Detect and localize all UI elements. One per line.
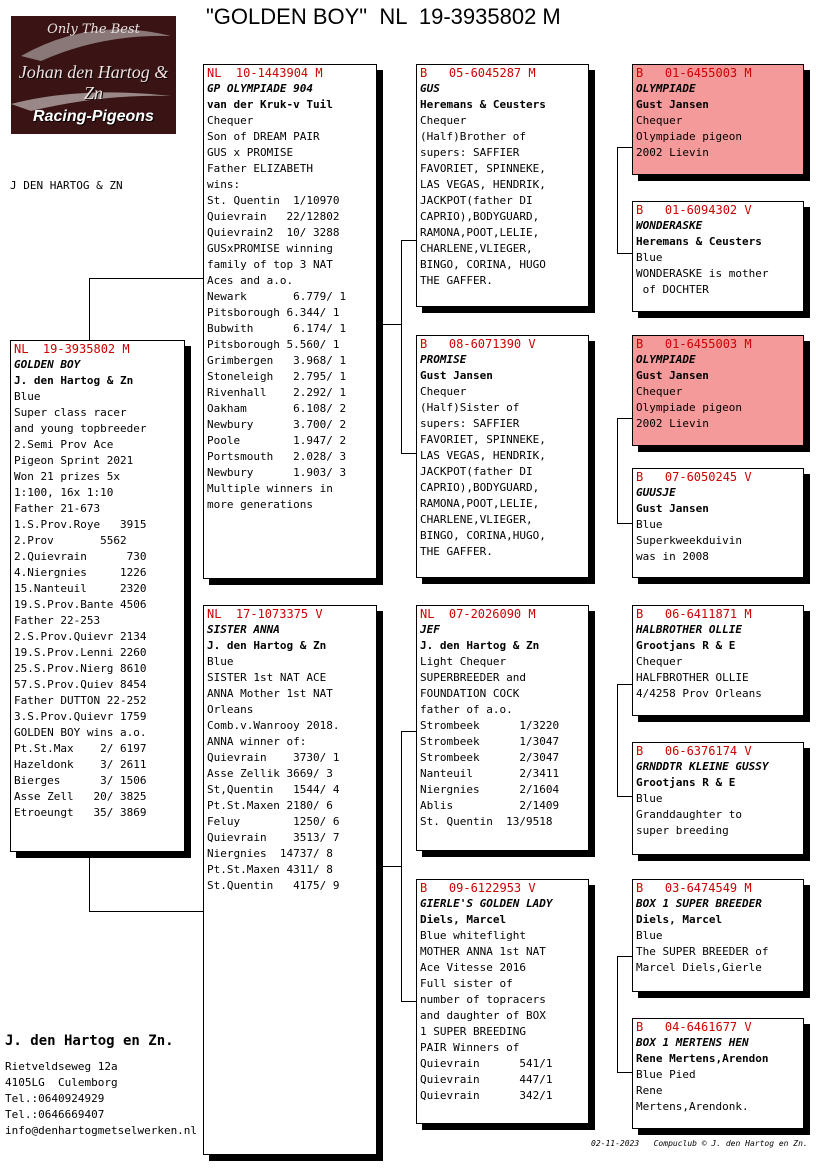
info-line: Chequer (636, 655, 683, 668)
connector-line (401, 453, 416, 454)
ring-number: B 08-6071390 V (420, 337, 536, 351)
pigeon-card-great-grandparent-7[interactable] (632, 879, 804, 992)
connector-line (617, 253, 632, 254)
pigeon-name: OLYMPIADE (636, 353, 696, 366)
ring-number: NL 07-2026090 M (420, 607, 536, 621)
info-line: (Half)Sister of (420, 401, 520, 414)
info-line: MOTHER ANNA 1st NAT (420, 945, 546, 958)
info-line: Blue (636, 929, 663, 942)
info-line: Bubwith 6.174/ 1 (207, 322, 347, 335)
info-line: Blue (207, 655, 234, 668)
connector-line (617, 418, 632, 419)
info-line: CAPRIO),BODYGUARD, (420, 210, 540, 223)
owner-name: Heremans & Ceusters (636, 235, 762, 248)
info-line: Blue Pied (636, 1068, 696, 1081)
pigeon-name: GRNDDTR KLEINE GUSSY (636, 760, 769, 773)
info-line: family of top 3 NAT (207, 258, 333, 271)
info-line: BINGO, CORINA, HUGO (420, 258, 546, 271)
pigeon-card-great-grandparent-8[interactable] (632, 1018, 804, 1129)
pigeon-name: BOX 1 MERTENS HEN (636, 1036, 749, 1049)
info-line: RAMONA,POOT,LELIE, (420, 226, 540, 239)
ring-number: NL 19-3935802 M (14, 342, 130, 356)
footer-address: Rietveldseweg 12a (5, 1060, 118, 1073)
info-line: Father DUTTON 22-252 (14, 694, 147, 707)
pigeon-name: GP OLYMPIADE 904 (207, 82, 313, 95)
info-line: Asse Zellik 3669/ 3 (207, 767, 333, 780)
ring-number: B 09-6122953 V (420, 881, 536, 895)
pigeon-card-dam[interactable] (203, 605, 377, 1155)
info-line: 4/4258 Prov Orleans (636, 687, 762, 700)
info-line: 15.Nanteuil 2320 (14, 582, 147, 595)
info-line: RAMONA,POOT,LELIE, (420, 497, 540, 510)
info-line: CHARLENE,VLIEGER, (420, 242, 533, 255)
info-line: 1:100, 16x 1:10 (14, 486, 114, 499)
ring-number: B 03-6474549 M (636, 881, 752, 895)
connector-line (617, 796, 632, 797)
info-line: SUPERBREEDER and (420, 671, 526, 684)
info-line: Ace Vitesse 2016 (420, 961, 526, 974)
connector-line (378, 866, 402, 867)
owner-name: J. den Hartog & Zn (207, 639, 327, 652)
connector-line (617, 418, 618, 524)
info-line: LAS VEGAS, HENDRIK, (420, 449, 546, 462)
info-line: number of topracers (420, 993, 546, 1006)
info-line: Newbury 1.903/ 3 (207, 466, 347, 479)
info-line: SISTER 1st NAT ACE (207, 671, 327, 684)
info-line: Blue (636, 792, 663, 805)
info-line: Niergnies 14737/ 8 (207, 847, 333, 860)
info-line: Newbury 3.700/ 2 (207, 418, 347, 431)
info-line: Grimbergen 3.968/ 1 (207, 354, 347, 367)
footer-phone-2: Tel.:0646669407 (5, 1108, 105, 1121)
pigeon-card-great-grandparent-2[interactable] (632, 201, 804, 312)
info-line: Granddaughter to (636, 808, 742, 821)
info-line: Rivenhall 2.292/ 1 (207, 386, 347, 399)
connector-line (89, 278, 205, 279)
pigeon-name: OLYMPIADE (636, 82, 696, 95)
info-line: GUSxPROMISE winning (207, 242, 333, 255)
info-line: FOUNDATION COCK (420, 687, 520, 700)
info-line: JACKPOT(father DI (420, 465, 533, 478)
info-line: 25.S.Prov.Nierg 8610 (14, 662, 147, 675)
info-line: Strombeek 2/3047 (420, 751, 560, 764)
owner-name: Diels, Marcel (636, 913, 723, 926)
info-line: 1.S.Prov.Roye 3915 (14, 518, 147, 531)
info-line: Father 21-673 (14, 502, 101, 515)
info-line: Superkweekduivin (636, 534, 742, 547)
info-line: Full sister of (420, 977, 513, 990)
ring-number: B 01-6455003 M (636, 66, 752, 80)
pigeon-card-sire[interactable] (203, 64, 377, 579)
info-line: Quievrain2 10/ 3288 (207, 226, 340, 239)
info-line: Pitsborough 5.560/ 1 (207, 338, 340, 351)
pigeon-name: GUUSJE (636, 486, 676, 499)
connector-line (617, 523, 632, 524)
ring-number: B 06-6376174 V (636, 744, 752, 758)
info-line: St. Quentin 1/10970 (207, 194, 340, 207)
logo-name: Johan den Hartog & Zn (18, 62, 169, 103)
connector-line (617, 956, 618, 1073)
info-line: was in 2008 (636, 550, 709, 563)
info-line: ANNA Mother 1st NAT (207, 687, 333, 700)
info-line: ANNA winner of: (207, 735, 307, 748)
pigeon-card-great-grandparent-6[interactable] (632, 742, 804, 855)
connector-line (89, 911, 205, 912)
info-line: 2002 Lievin (636, 417, 709, 430)
owner-name: Gust Jansen (636, 502, 709, 515)
info-line: supers: SAFFIER (420, 146, 520, 159)
info-line: Bierges 3/ 1506 (14, 774, 147, 787)
connector-line (617, 684, 632, 685)
info-line: 2.Quievrain 730 (14, 550, 147, 563)
info-line: PAIR Winners of (420, 1041, 520, 1054)
ring-number: NL 17-1073375 V (207, 607, 323, 621)
info-line: FAVORIET, SPINNEKE, (420, 162, 546, 175)
footer-city: 4105LG Culemborg (5, 1076, 118, 1089)
info-line: St,Quentin 1544/ 4 (207, 783, 340, 796)
info-line: 2.Semi Prov Ace (14, 438, 114, 451)
connector-line (401, 731, 402, 1002)
info-line: super breeding (636, 824, 729, 837)
pigeon-name: WONDERASKE (636, 219, 703, 232)
info-line: Olympiade pigeon (636, 130, 742, 143)
info-line: 3.S.Prov.Quievr 1759 (14, 710, 147, 723)
info-line: JACKPOT(father DI (420, 194, 533, 207)
info-line: GUS x PROMISE (207, 146, 294, 159)
pigeon-name: JEF (420, 623, 440, 636)
info-line: Son of DREAM PAIR (207, 130, 320, 143)
ring-number: B 05-6045287 M (420, 66, 536, 80)
info-line: Niergnies 2/1604 (420, 783, 560, 796)
info-line: Etroeungt 35/ 3869 (14, 806, 147, 819)
owner-name: Grootjans R & E (636, 639, 736, 652)
info-line: CAPRIO),BODYGUARD, (420, 481, 540, 494)
info-line: The SUPER BREEDER of (636, 945, 769, 958)
info-line: Comb.v.Wanrooy 2018. (207, 719, 340, 732)
info-line: of DOCHTER (636, 283, 709, 296)
info-line: GOLDEN BOY wins a.o. (14, 726, 147, 739)
info-line: Father 22-253 (14, 614, 101, 627)
info-line: and daughter of BOX (420, 1009, 546, 1022)
page-title: "GOLDEN BOY" NL 19-3935802 M (206, 4, 561, 29)
pigeon-card-dam-sire[interactable] (416, 605, 589, 851)
info-line: Hazeldonk 3/ 2611 (14, 758, 147, 771)
info-line: Chequer (420, 114, 467, 127)
info-line: 1 SUPER BREEDING (420, 1025, 526, 1038)
pigeon-card-sire-sire[interactable] (416, 64, 589, 307)
logo-subtitle: Racing-Pigeons (33, 108, 154, 125)
info-line: 4.Niergnies 1226 (14, 566, 147, 579)
owner-name: Heremans & Ceusters (420, 98, 546, 111)
info-line: Quievrain 3513/ 7 (207, 831, 340, 844)
info-line: Strombeek 1/3047 (420, 735, 560, 748)
connector-line (617, 147, 618, 254)
info-line: CHARLENE,VLIEGER, (420, 513, 533, 526)
ring-number: B 07-6050245 V (636, 470, 752, 484)
connector-line (617, 684, 618, 797)
connector-line (89, 851, 90, 912)
owner-name: Gust Jansen (636, 369, 709, 382)
info-line: Blue (636, 251, 663, 264)
owner-name: Grootjans R & E (636, 776, 736, 789)
info-line: Feluy 1250/ 6 (207, 815, 340, 828)
ring-number: B 06-6411871 M (636, 607, 752, 621)
info-line: Pitsborough 6.344/ 1 (207, 306, 340, 319)
info-line: Father ELIZABETH (207, 162, 313, 175)
info-line: Chequer (636, 114, 683, 127)
pigeon-name: GUS (420, 82, 440, 95)
footer-breeder-name: J. den Hartog en Zn. (5, 1033, 174, 1049)
info-line: HALFBROTHER OLLIE (636, 671, 749, 684)
info-line: Portsmouth 2.028/ 3 (207, 450, 347, 463)
info-line: Asse Zell 20/ 3825 (14, 790, 147, 803)
pigeon-name: PROMISE (420, 353, 467, 366)
info-line: Blue (636, 518, 663, 531)
owner-name: Gust Jansen (420, 369, 493, 382)
connector-line (401, 1001, 416, 1002)
connector-line (401, 240, 402, 454)
owner-name: J. den Hartog & Zn (420, 639, 540, 652)
pigeon-card-subject[interactable] (10, 340, 185, 852)
info-line: Quievrain 22/12802 (207, 210, 340, 223)
info-line: St. Quentin 13/9518 (420, 815, 553, 828)
info-line: wins: (207, 178, 241, 191)
info-line: Stoneleigh 2.795/ 1 (207, 370, 347, 383)
connector-line (617, 147, 632, 148)
info-line: Orleans (207, 703, 254, 716)
pigeon-card-great-grandparent-1[interactable] (632, 64, 804, 175)
owner-name: van der Kruk-v Tuil (207, 98, 333, 111)
info-line: Multiple winners in (207, 482, 333, 495)
info-line: St.Quentin 4175/ 9 (207, 879, 340, 892)
info-line: 19.S.Prov.Lenni 2260 (14, 646, 147, 659)
footer-email[interactable]: info@denhartogmetselwerken.nl (5, 1124, 198, 1137)
info-line: Ablis 2/1409 (420, 799, 560, 812)
info-line: Pt.St.Maxen 4311/ 8 (207, 863, 333, 876)
info-line: 2.S.Prov.Quievr 2134 (14, 630, 147, 643)
info-line: Mertens,Arendonk. (636, 1100, 749, 1113)
info-line: Poole 1.947/ 2 (207, 434, 347, 447)
info-line: Newark 6.779/ 1 (207, 290, 347, 303)
connector-line (401, 731, 416, 732)
info-line: Quievrain 447/1 (420, 1073, 553, 1086)
footer-phone-1: Tel.:0640924929 (5, 1092, 105, 1105)
ring-number: NL 10-1443904 M (207, 66, 323, 80)
info-line: WONDERASKE is mother (636, 267, 769, 280)
ring-number: B 04-6461677 V (636, 1020, 752, 1034)
info-line: Light Chequer (420, 655, 507, 668)
pigeon-name: GOLDEN BOY (14, 358, 81, 371)
ring-number: B 01-6094302 V (636, 203, 752, 217)
pigeon-card-dam-dam[interactable] (416, 879, 589, 1124)
info-line: and young topbreeder (14, 422, 147, 435)
info-line: Pt.St.Max 2/ 6197 (14, 742, 147, 755)
pigeon-card-great-grandparent-4[interactable] (632, 468, 804, 578)
info-line: Oakham 6.108/ 2 (207, 402, 347, 415)
connector-line (89, 278, 90, 340)
info-line: Pt.St.Maxen 2180/ 6 (207, 799, 333, 812)
info-line: Rene (636, 1084, 663, 1097)
info-line: Blue (14, 390, 41, 403)
connector-line (401, 240, 416, 241)
info-line: 2002 Lievin (636, 146, 709, 159)
info-line: Super class racer (14, 406, 127, 419)
info-line: supers: SAFFIER (420, 417, 520, 430)
pigeon-card-sire-dam[interactable] (416, 335, 589, 578)
breeder-header: J DEN HARTOG & ZN (10, 179, 123, 192)
info-line: Aces and a.o. (207, 274, 294, 287)
info-line: Marcel Diels,Gierle (636, 961, 762, 974)
info-line: Quievrain 541/1 (420, 1057, 553, 1070)
logo-tagline: Only The Best (47, 22, 140, 37)
ring-number: B 01-6455003 M (636, 337, 752, 351)
info-line: more generations (207, 498, 313, 511)
info-line: THE GAFFER. (420, 274, 493, 287)
info-line: Olympiade pigeon (636, 401, 742, 414)
owner-name: J. den Hartog & Zn (14, 374, 134, 387)
info-line: Quievrain 3730/ 1 (207, 751, 340, 764)
print-stamp: 02-11-2023 Compuclub © J. den Hartog en Zn. (591, 1139, 808, 1148)
info-line: LAS VEGAS, HENDRIK, (420, 178, 546, 191)
owner-name: Diels, Marcel (420, 913, 507, 926)
info-line: 57.S.Prov.Quiev 8454 (14, 678, 147, 691)
info-line: Quievrain 342/1 (420, 1089, 553, 1102)
info-line: (Half)Brother of (420, 130, 526, 143)
pigeon-name: HALBROTHER OLLIE (636, 623, 742, 636)
pigeon-card-great-grandparent-5[interactable] (632, 605, 804, 716)
info-line: father of a.o. (420, 703, 513, 716)
info-line: Chequer (636, 385, 683, 398)
info-line: 19.S.Prov.Bante 4506 (14, 598, 147, 611)
info-line: 2.Prov 5562 (14, 534, 127, 547)
info-line: Strombeek 1/3220 (420, 719, 560, 732)
connector-line (617, 1072, 632, 1073)
pigeon-name: GIERLE'S GOLDEN LADY (420, 897, 553, 910)
info-line: BINGO, CORINA,HUGO, (420, 529, 546, 542)
info-line: Won 21 prizes 5x (14, 470, 120, 483)
owner-name: Rene Mertens,Arendon (636, 1052, 769, 1065)
info-line: Blue whiteflight (420, 929, 526, 942)
info-line: Nanteuil 2/3411 (420, 767, 560, 780)
connector-line (617, 956, 632, 957)
info-line: Chequer (420, 385, 467, 398)
owner-name: Gust Jansen (636, 98, 709, 111)
breeder-logo (11, 16, 176, 134)
pigeon-name: BOX 1 SUPER BREEDER (636, 897, 762, 910)
info-line: THE GAFFER. (420, 545, 493, 558)
pigeon-name: SISTER ANNA (207, 623, 280, 636)
info-line: Chequer (207, 114, 254, 127)
connector-line (378, 324, 402, 325)
pigeon-card-great-grandparent-3[interactable] (632, 335, 804, 446)
info-line: Pigeon Sprint 2021 (14, 454, 134, 467)
info-line: FAVORIET, SPINNEKE, (420, 433, 546, 446)
